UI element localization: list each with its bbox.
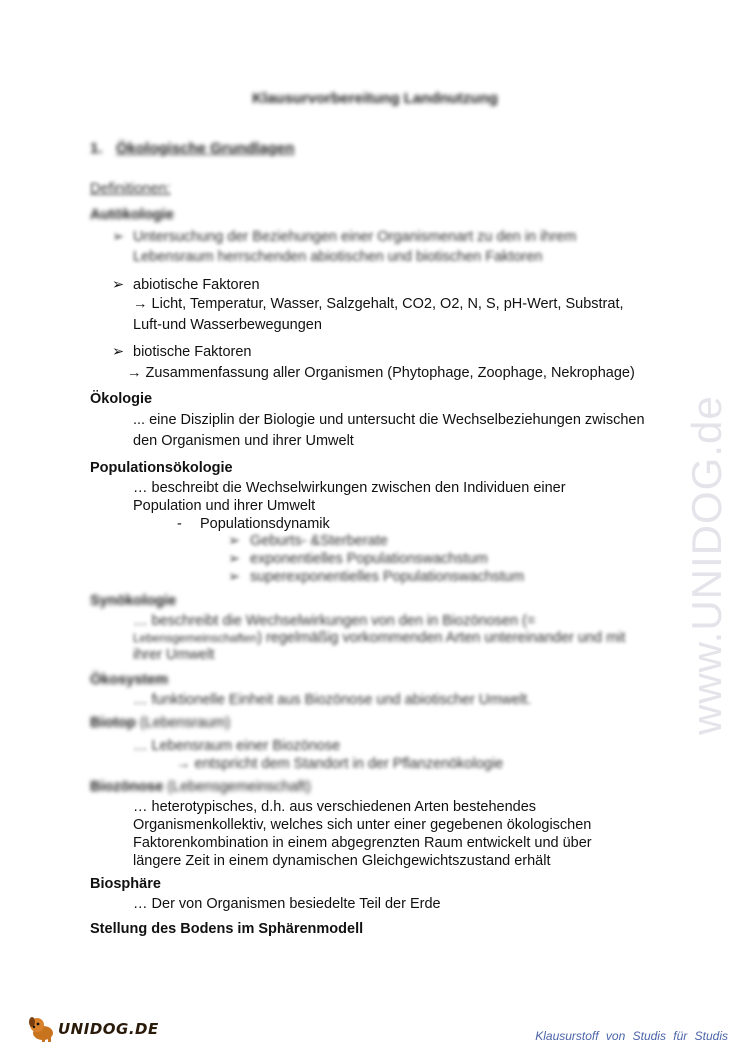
synoekologie-line-2 <box>133 629 625 647</box>
section-number: 1. <box>90 140 103 157</box>
population-sub-1: Geburts- &Sterberate <box>250 533 388 549</box>
section-heading <box>90 140 294 157</box>
watermark: www.UNIDOG.de <box>683 395 730 735</box>
unidog-logo[interactable] <box>28 1016 159 1042</box>
bullet-icon: ➢ <box>112 229 125 245</box>
bullet-icon: ➢ <box>112 344 125 360</box>
dash-marker: - <box>177 516 182 532</box>
heading-biotop <box>90 714 230 732</box>
dog-mascot-icon <box>28 1016 56 1042</box>
biozoenose-line-4: längere Zeit in einem dynamischen Gleichgewichtszustand erhält <box>133 853 551 869</box>
heading-populationsoekologie: Populationsökologie <box>90 460 233 476</box>
heading-biosphaere: Biosphäre <box>90 876 161 892</box>
biotic-label: biotische Faktoren <box>133 344 252 360</box>
bullet-icon: ➢ <box>228 569 241 585</box>
biosphaere-line-1: … Der von Organismen besiedelte Teil der Erde <box>133 896 441 912</box>
logo-text: UNIDOG.DE <box>58 1020 159 1038</box>
document-title: Klausurvorbereitung Landnutzung <box>252 90 498 107</box>
abiotic-line-2: Luft-und Wasserbewegungen <box>133 317 322 333</box>
biozoenose-extra: (Lebensgemeinschaft) <box>167 779 311 795</box>
synoekologie-line-2a: Lebensgemeinschaften <box>133 631 258 645</box>
section-title: Ökologische Grundlagen <box>116 140 295 157</box>
synoekologie-line-3: ihrer Umwelt <box>133 647 215 663</box>
abiotic-line-1: → Licht, Temperatur, Wasser, Salzgehalt, CO2, O2, N, S, pH-Wert, Substrat, <box>133 296 624 312</box>
biotop-extra: (Lebensraum) <box>139 715 231 731</box>
definitions-label: Definitionen: <box>90 181 171 197</box>
synoekologie-line-2b: ) regelmäßig vorkommenden Arten untereinander und mit <box>257 630 626 646</box>
heading-synoekologie: Synökologie <box>90 593 177 609</box>
oekologie-line-2: den Organismen und ihrer Umwelt <box>133 433 354 449</box>
biotop-title: Biotop <box>90 715 136 731</box>
heading-oekologie: Ökologie <box>90 391 153 407</box>
synoekologie-line-1: … beschreibt die Wechselwirkungen von den in Biozönosen (= <box>133 613 536 629</box>
heading-oekosystem: Ökosystem <box>90 672 169 688</box>
oekologie-line-1: ... eine Disziplin der Biologie und untersucht die Wechselbeziehungen zwischen <box>133 412 645 428</box>
biozoenose-line-2: Organismenkollektiv, welches sich unter einer gegebenen ökologischen <box>133 817 592 833</box>
biozoenose-title: Biozönose <box>90 779 164 795</box>
autoekologie-line-1: Untersuchung der Beziehungen einer Organismenart zu den in ihrem <box>133 229 577 245</box>
heading-autoekologie: Autökologie <box>90 207 174 223</box>
population-line-1: … beschreibt die Wechselwirkungen zwischen den Individuen einer <box>133 480 566 496</box>
population-sub-3: superexponentielles Populationswachstum <box>250 569 525 585</box>
bullet-icon: ➢ <box>228 533 241 549</box>
population-dynamics: Populationsdynamik <box>200 516 330 532</box>
heading-biozoenose <box>90 778 311 796</box>
footer-slogan: Klausurstoff von Studis für Studis <box>535 1029 728 1043</box>
biotop-line-2: → entspricht dem Standort in der Pflanzenökologie <box>176 756 504 772</box>
biozoenose-line-1: … heterotypisches, d.h. aus verschiedenen Arten bestehendes <box>133 799 537 815</box>
biotop-line-1: … Lebensraum einer Biozönose <box>133 738 341 754</box>
population-sub-2: exponentielles Populationswachstum <box>250 551 488 567</box>
population-line-2: Population und ihrer Umwelt <box>133 498 316 514</box>
biotic-line-1: → Zusammenfassung aller Organismen (Phytophage, Zoophage, Nekrophage) <box>127 365 635 381</box>
bullet-icon: ➢ <box>228 551 241 567</box>
autoekologie-line-2: Lebensraum herrschenden abiotischen und biotischen Faktoren <box>133 249 543 265</box>
biozoenose-line-3: Faktorenkombination in einem abgegrenzten Raum entwickelt und über <box>133 835 592 851</box>
bullet-icon: ➢ <box>112 277 125 293</box>
abiotic-label: abiotische Faktoren <box>133 277 260 293</box>
heading-stellung: Stellung des Bodens im Sphärenmodell <box>90 921 364 937</box>
oekosystem-line-1: … funktionelle Einheit aus Biozönose und abiotischer Umwelt. <box>133 692 532 708</box>
